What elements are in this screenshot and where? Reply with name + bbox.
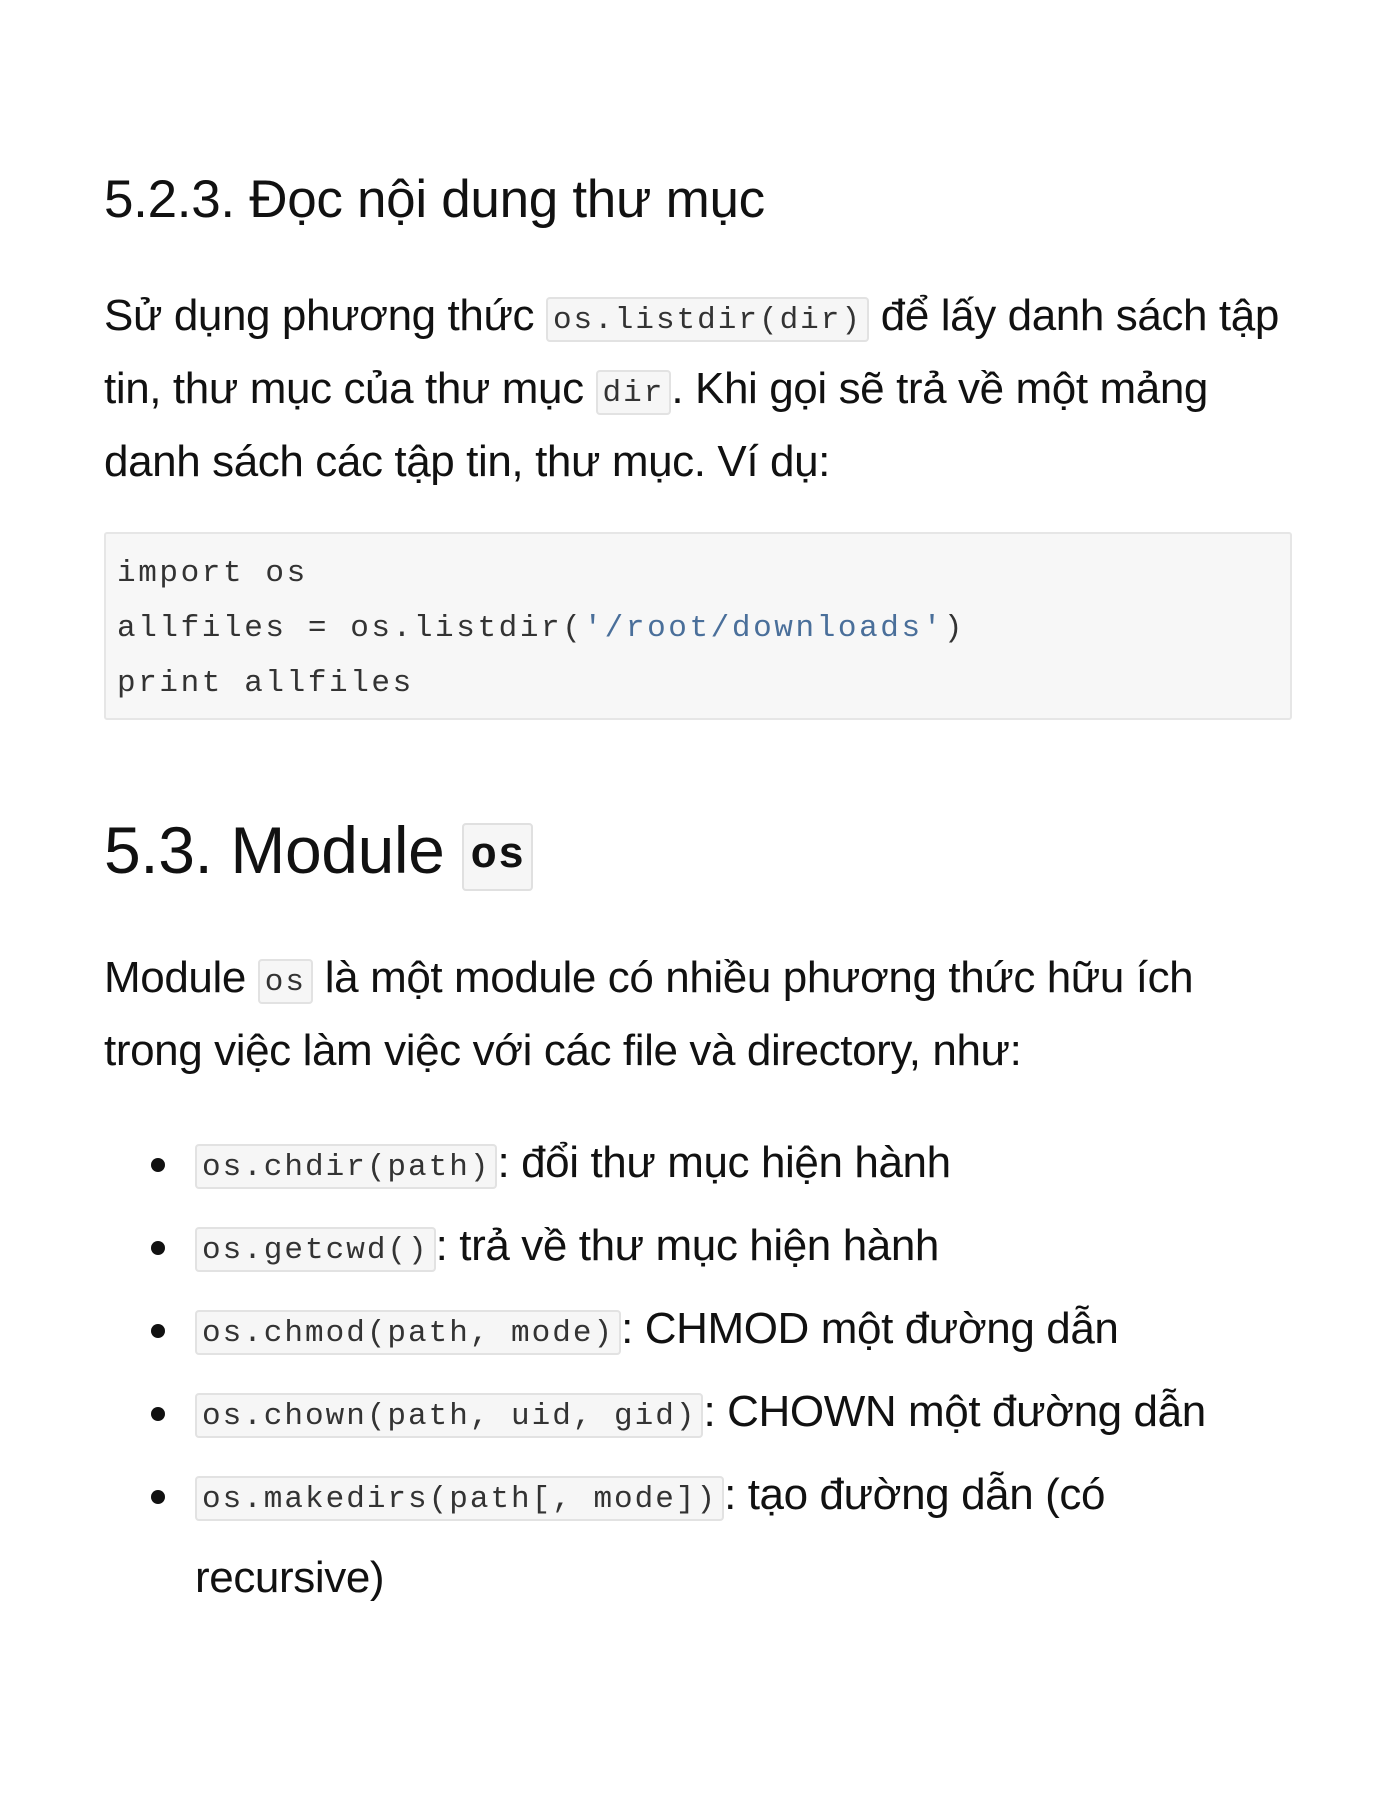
- code-line: print allfiles: [117, 666, 414, 701]
- code-block-listdir-example: [104, 532, 1292, 720]
- paragraph-text: để lấy danh sách tập tin, thư mục của thư mục: [104, 291, 1279, 413]
- module-os-paragraph: [104, 944, 1294, 1085]
- list-item: [104, 1207, 1294, 1290]
- method-code: os.chdir(path): [195, 1144, 497, 1189]
- list-item: [104, 1124, 1294, 1207]
- method-code: os.chown(path, uid, gid): [195, 1393, 703, 1438]
- list-item: [104, 1373, 1294, 1456]
- inline-code-listdir: os.listdir(dir): [546, 297, 869, 342]
- heading-inline-code-os: os: [462, 823, 533, 891]
- method-description: : CHOWN một đường dẫn: [703, 1387, 1206, 1436]
- paragraph-text: . Khi gọi sẽ trả về một mảng danh sách các tập tin, thư mục. Ví dụ:: [104, 364, 1208, 486]
- bullet-icon: [151, 1490, 165, 1504]
- code-line: import os: [117, 556, 308, 591]
- section-heading-5-3: [104, 808, 533, 898]
- method-code: os.makedirs(path[, mode]): [195, 1476, 724, 1521]
- method-description: : đổi thư mục hiện hành: [497, 1138, 951, 1187]
- method-description: : CHMOD một đường dẫn: [621, 1304, 1119, 1353]
- bullet-icon: [151, 1158, 165, 1172]
- code-line: [117, 601, 1279, 656]
- method-description: : trả về thư mục hiện hành: [435, 1221, 939, 1270]
- paragraph-text: là một module có nhiều phương thức hữu ích trong việc làm việc với các file và directory, như:: [104, 953, 1194, 1075]
- listdir-paragraph: [104, 282, 1294, 496]
- heading-text: 5.3. Module: [104, 813, 463, 887]
- bullet-icon: [151, 1407, 165, 1421]
- code-text: ): [943, 611, 966, 646]
- list-item: [104, 1456, 1294, 1617]
- method-code: os.chmod(path, mode): [195, 1310, 621, 1355]
- bullet-icon: [151, 1241, 165, 1255]
- paragraph-text: Sử dụng phương thức: [104, 291, 546, 340]
- code-text: allfiles = os.listdir(: [117, 611, 584, 646]
- method-code: os.getcwd(): [195, 1227, 436, 1272]
- method-description: : tạo đường dẫn (có recursive): [195, 1470, 1106, 1602]
- list-item: [104, 1290, 1294, 1373]
- section-heading-5-2-3: 5.2.3. Đọc nội dung thư mục: [104, 170, 765, 229]
- inline-code-os: os: [258, 959, 313, 1004]
- code-string-literal: '/root/downloads': [583, 611, 944, 646]
- bullet-icon: [151, 1324, 165, 1338]
- paragraph-text: Module: [104, 953, 258, 1002]
- os-methods-list: [104, 1124, 1294, 1617]
- inline-code-dir: dir: [596, 370, 672, 415]
